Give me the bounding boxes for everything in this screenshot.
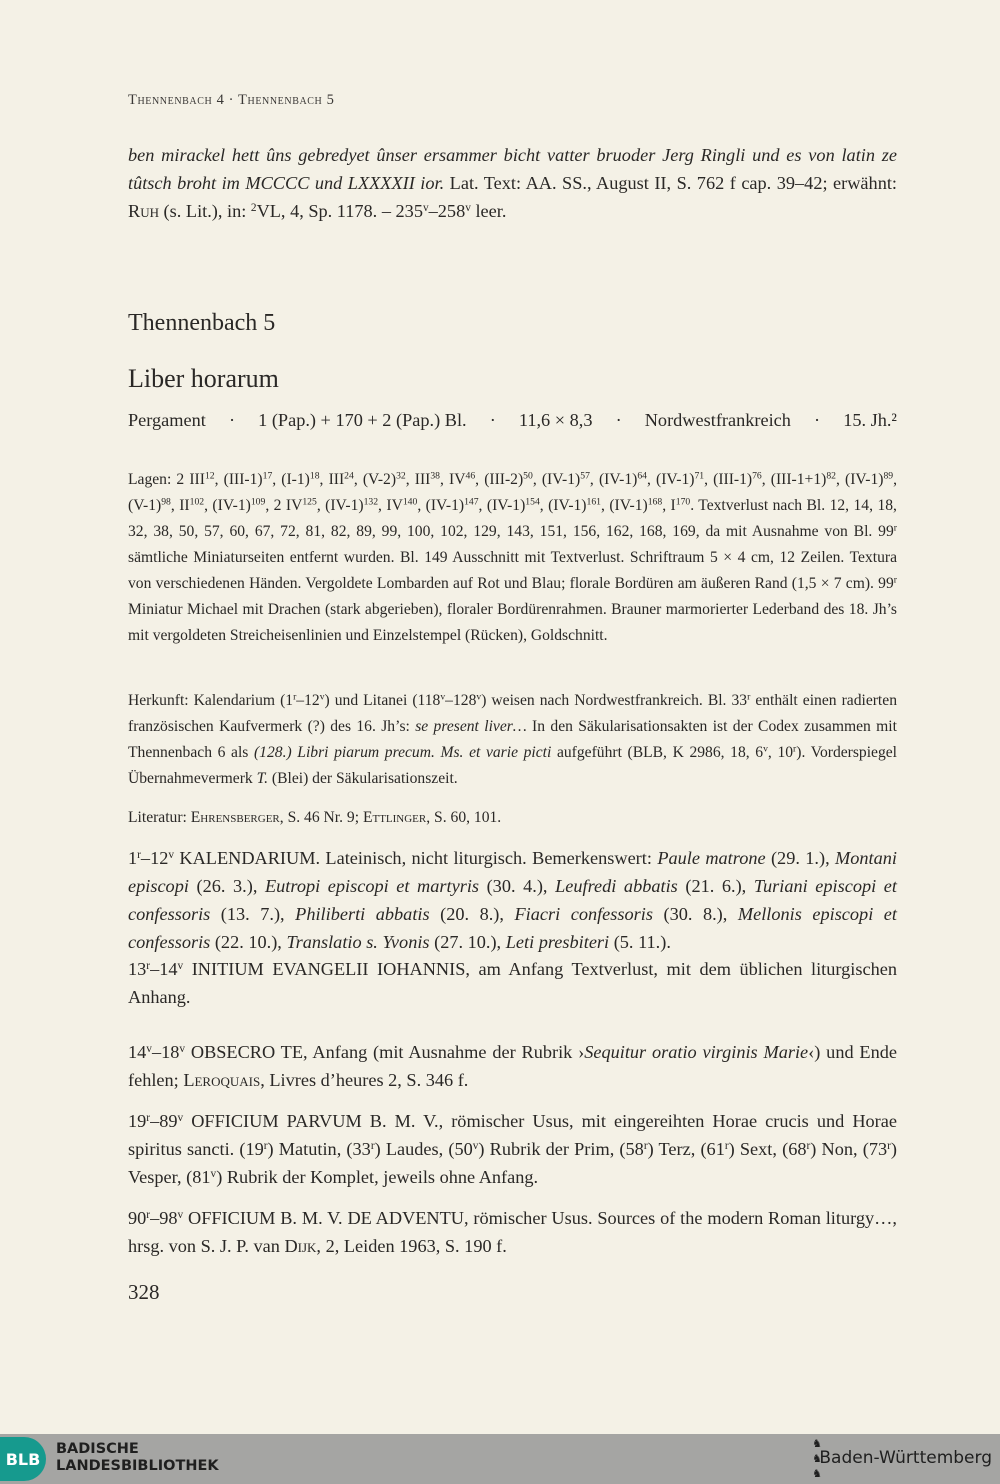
author-name: Ettlinger bbox=[362, 809, 427, 826]
superscript: 50 bbox=[523, 470, 533, 482]
footer-bar bbox=[0, 1434, 1000, 1484]
superscript: 82 bbox=[826, 470, 836, 482]
content-entry bbox=[128, 955, 897, 1011]
meta-separator: · bbox=[615, 410, 622, 430]
running-header: Thennenbach 4 · Thennenbach 5 bbox=[128, 92, 335, 108]
text-run: ). Vorderspiegel Übernahmevermerk bbox=[128, 744, 898, 787]
text-run: , 10 bbox=[767, 744, 794, 761]
text-run: INITIUM EVANGELII IOHANNIS, am Anfang Textverlust, mit dem üblichen liturgischen Anhang. bbox=[128, 959, 897, 1007]
superscript: 170 bbox=[675, 496, 691, 508]
text-run: , 2, Leiden 1963, S. 190 f. bbox=[316, 1236, 507, 1256]
superscript: 140 bbox=[402, 496, 418, 508]
lions-coat-of-arms-icon: ♞ ♞ ♞ bbox=[812, 1437, 822, 1480]
text-run: (22. 10.), bbox=[210, 932, 287, 952]
text-run: –18 bbox=[151, 1042, 180, 1062]
text-run: (30. 8.), bbox=[652, 904, 738, 924]
text-run: –128 bbox=[445, 692, 477, 709]
text-run: –12 bbox=[140, 848, 169, 868]
text-run: , (IV-1) bbox=[589, 471, 638, 488]
meta-separator: · bbox=[489, 410, 496, 430]
superscript: 32 bbox=[396, 470, 406, 482]
text-run: , III bbox=[319, 471, 345, 488]
text-run: , (V-2) bbox=[353, 471, 397, 488]
meta-item: 15. Jh.² bbox=[843, 410, 897, 430]
text-run: , (IV-1) bbox=[204, 497, 251, 514]
meta-item: Nordwestfrankreich bbox=[644, 410, 791, 430]
text-run: –258 bbox=[428, 201, 466, 221]
italic-text: T. bbox=[256, 770, 269, 787]
superscript: v bbox=[168, 848, 175, 861]
superscript: v bbox=[465, 201, 471, 214]
text-run: ) Laudes, (50 bbox=[374, 1139, 473, 1159]
text-run: ) Vesper, (81 bbox=[128, 1139, 898, 1187]
text-run: , (IV-1) bbox=[532, 471, 581, 488]
superscript: 168 bbox=[647, 496, 663, 508]
text-run: , (IV-1) bbox=[647, 471, 695, 488]
superscript: r bbox=[293, 691, 297, 703]
text-run: , S. 46 Nr. 9; bbox=[279, 809, 363, 826]
text-run: (21. 6.), bbox=[677, 876, 754, 896]
italic-text: Paule matrone bbox=[657, 848, 766, 868]
physical-description bbox=[128, 410, 897, 431]
text-run: –14 bbox=[150, 959, 178, 979]
text-run: 90 bbox=[128, 1208, 147, 1228]
text-run: VL, 4, Sp. 1178. – 235 bbox=[256, 201, 423, 221]
superscript: 98 bbox=[161, 496, 171, 508]
superscript: v bbox=[440, 691, 446, 703]
text-run: , Livres d’heures 2, S. 346 f. bbox=[260, 1070, 469, 1090]
text-run: Miniatur Michael mit Drachen (stark abgerieben), floraler Bordürenrahmen. Brauner marmorierter Lederband des 18. Jh’s mit vergoldeten Streicheisenlinien und Einzelstempel (Rücken), Goldschnitt. bbox=[128, 601, 897, 644]
superscript: 161 bbox=[586, 496, 601, 508]
text-run: 14 bbox=[128, 1042, 147, 1062]
superscript: r bbox=[137, 848, 141, 861]
superscript: 38 bbox=[430, 470, 440, 482]
text-run: ) Sext, (68 bbox=[728, 1139, 807, 1159]
superscript: r bbox=[146, 1111, 151, 1124]
superscript: 12 bbox=[204, 470, 215, 482]
text-run: –98 bbox=[150, 1208, 178, 1228]
text-run: ) Matutin, (33 bbox=[267, 1139, 371, 1159]
text-run: ) Rubrik der Komplet, jeweils ohne Anfang. bbox=[216, 1167, 539, 1187]
superscript: v bbox=[177, 959, 184, 972]
text-run: , (V-1) bbox=[128, 471, 897, 514]
text-run: Lat. Text: AA. SS., August II, S. 762 f cap. 39–42; erwähnt: bbox=[444, 173, 897, 193]
superscript: r bbox=[146, 959, 151, 972]
text-run: enthält einen radierten französischen Kaufvermerk (?) des 16. Jh’s: bbox=[128, 692, 897, 735]
meta-item: Pergament bbox=[128, 410, 206, 430]
text-run: –12 bbox=[296, 692, 320, 709]
superscript: v bbox=[177, 1208, 184, 1221]
text-run: ) Non, (73 bbox=[810, 1139, 888, 1159]
text-run: . Textverlust nach Bl. 12, 14, 18, 32, 38, 50, 57, 60, 67, 72, 81, 82, 89, 99, 100, 102, 129, 143, 151, 156, 162, 168, 169, da mit Ausnahme von Bl. 99 bbox=[128, 497, 897, 540]
content-entry bbox=[128, 1038, 897, 1094]
italic-text: Montani episcopi bbox=[128, 848, 897, 896]
herkunft-paragraph bbox=[128, 688, 897, 792]
library-name[interactable] bbox=[56, 1441, 219, 1475]
text-run: (s. Lit.), in: bbox=[158, 201, 251, 221]
text-run: aufgeführt (BLB, K 2986, 18, 6 bbox=[551, 744, 764, 761]
text-run: , (IV-1) bbox=[539, 497, 587, 514]
text-run: , I bbox=[662, 497, 676, 514]
text-run: , (IV-1) bbox=[600, 497, 648, 514]
superscript: 18 bbox=[309, 470, 320, 482]
text-run: , S. 60, 101. bbox=[426, 809, 502, 826]
italic-text: Leufredi abbatis bbox=[555, 876, 678, 896]
intro-paragraph bbox=[128, 141, 897, 225]
text-run: 1 bbox=[128, 848, 138, 868]
text-run: ) Terz, (61 bbox=[647, 1139, 725, 1159]
shelfmark-heading: Thennenbach 5 bbox=[128, 310, 276, 336]
content-entry bbox=[128, 1107, 897, 1191]
superscript: 147 bbox=[464, 496, 479, 508]
superscript: r bbox=[643, 1139, 648, 1152]
italic-text: (128.) Libri piarum precum. Ms. et varie picti bbox=[253, 744, 552, 761]
manuscript-title: Liber horarum bbox=[128, 364, 279, 393]
text-run: (13. 7.), bbox=[210, 904, 296, 924]
text-run: ) weisen nach Nordwestfrankreich. Bl. 33 bbox=[481, 692, 748, 709]
text-run: –89 bbox=[150, 1111, 178, 1131]
italic-text: Turiani episcopi et confessoris bbox=[128, 876, 897, 924]
superscript: 46 bbox=[465, 470, 476, 482]
text-run: , (IV-1) bbox=[478, 497, 526, 514]
superscript: v bbox=[210, 1167, 217, 1180]
text-run: (30. 4.), bbox=[479, 876, 556, 896]
superscript: r bbox=[724, 1139, 729, 1152]
author-name: Ehrensberger bbox=[190, 809, 280, 826]
superscript: 57 bbox=[580, 470, 590, 482]
superscript: r bbox=[806, 1139, 811, 1152]
superscript: v bbox=[763, 743, 768, 755]
text-run: OFFICIUM PARVUM B. M. V., römischer Usus, mit eingereihten Horae crucis und Horae spiritus sancti. (19 bbox=[128, 1111, 897, 1159]
text-run: Literatur: bbox=[128, 809, 191, 826]
superscript: 2 bbox=[250, 201, 257, 214]
italic-text: Leti presbiteri bbox=[505, 932, 610, 952]
text-run: , (IV-1) bbox=[417, 497, 465, 514]
text-run: 19 bbox=[128, 1111, 147, 1131]
superscript: 76 bbox=[752, 470, 762, 482]
text-run: OFFICIUM B. M. V. DE ADVENTU, römischer Usus. Sources of the modern Roman liturgy…, hrsg. von S. J. P. van bbox=[128, 1208, 897, 1256]
meta-separator: · bbox=[814, 410, 821, 430]
text-run: , (III-1+1) bbox=[761, 471, 827, 488]
text-run: ) Rubrik der Prim, (58 bbox=[478, 1139, 644, 1159]
state-logo-text[interactable]: Baden-Württemberg bbox=[819, 1448, 992, 1468]
superscript: 17 bbox=[262, 470, 273, 482]
text-run: ‹) und Ende fehlen; bbox=[128, 1042, 897, 1090]
superscript: r bbox=[370, 1139, 375, 1152]
author-name: Ruh bbox=[128, 201, 159, 221]
italic-text: Translatio s. Yvonis bbox=[286, 932, 430, 952]
text-run: sämtliche Miniaturseiten entfernt wurden. Bl. 149 Ausschnitt mit Textverlust. Schriftraum 5 × 4 cm, 12 Zeilen. Textura von verschiedenen Händen. Vergoldete Lombarden auf Rot und Blau; florale Bordüren am äußeren Rand (1,5 × 7 cm). 99 bbox=[128, 549, 897, 592]
text-run: , (IV-1) bbox=[316, 497, 364, 514]
text-run: (29. 1.), bbox=[765, 848, 836, 868]
superscript: r bbox=[747, 691, 751, 703]
superscript: 154 bbox=[525, 496, 540, 508]
text-run: (27. 10.), bbox=[429, 932, 506, 952]
text-run: 13 bbox=[128, 959, 147, 979]
italic-text: Sequitur oratio virginis Marie bbox=[584, 1042, 809, 1062]
text-run: , IV bbox=[440, 471, 466, 488]
text-run: , (III-1) bbox=[214, 471, 263, 488]
meta-item: 1 (Pap.) + 170 + 2 (Pap.) Bl. bbox=[258, 410, 467, 430]
page-number: 328 bbox=[128, 1280, 160, 1304]
superscript: v bbox=[179, 1042, 186, 1055]
italic-text: Philiberti abbatis bbox=[295, 904, 430, 924]
blb-logo[interactable]: BLB bbox=[0, 1437, 46, 1481]
superscript: 102 bbox=[189, 496, 205, 508]
superscript: r bbox=[146, 1208, 151, 1221]
text-run: (Blei) der Säkularisationszeit. bbox=[268, 770, 458, 787]
meta-item: 11,6 × 8,3 bbox=[518, 410, 593, 430]
superscript: v bbox=[476, 691, 482, 703]
italic-text: Mellonis episcopi et confessoris bbox=[128, 904, 897, 952]
text-run: , (IV-1) bbox=[836, 471, 884, 488]
superscript: 89 bbox=[883, 470, 894, 482]
text-run: , (I-1) bbox=[272, 471, 310, 488]
meta-separator: · bbox=[228, 410, 236, 430]
text-run: KALENDARIUM. Lateinisch, nicht liturgisch. Bemerkenswert: bbox=[174, 848, 658, 868]
text-run: , 2 IV bbox=[265, 497, 303, 514]
italic-text: se present liver… bbox=[415, 718, 527, 735]
library-name-line1: BADISCHE bbox=[56, 1441, 139, 1457]
superscript: r bbox=[893, 522, 897, 534]
text-run: leer. bbox=[470, 201, 507, 221]
superscript: 24 bbox=[344, 470, 354, 482]
text-run: , II bbox=[170, 497, 190, 514]
superscript: 109 bbox=[250, 496, 266, 508]
lagen-paragraph bbox=[128, 467, 897, 649]
superscript: r bbox=[263, 1139, 268, 1152]
superscript: v bbox=[422, 201, 429, 214]
text-run: ) und Litanei (118 bbox=[324, 692, 441, 709]
text-run: In den Säkularisationsakten ist der Codex zusammen mit Thennenbach 6 als bbox=[128, 718, 897, 761]
superscript: r bbox=[893, 574, 897, 586]
text-run: , (III-1) bbox=[704, 471, 753, 488]
text-run: (5. 11.). bbox=[609, 932, 671, 952]
superscript: 132 bbox=[363, 496, 379, 508]
italic-text: Fiacri confessoris bbox=[514, 904, 653, 924]
superscript: 125 bbox=[302, 496, 317, 508]
superscript: r bbox=[793, 743, 797, 755]
superscript: v bbox=[472, 1139, 479, 1152]
superscript: v bbox=[319, 691, 325, 703]
text-run: , III bbox=[405, 471, 431, 488]
superscript: r bbox=[887, 1139, 891, 1152]
text-run: (20. 8.), bbox=[429, 904, 515, 924]
content-entry bbox=[128, 844, 897, 956]
superscript: v bbox=[146, 1042, 152, 1055]
superscript: 71 bbox=[694, 470, 705, 482]
content-entry bbox=[128, 1204, 897, 1260]
text-run: Lagen: 2 III bbox=[128, 471, 205, 488]
author-name: Dijk bbox=[284, 1236, 317, 1256]
text-run: Herkunft: Kalendarium (1 bbox=[128, 692, 294, 709]
text-run: (26. 3.), bbox=[188, 876, 265, 896]
superscript: 64 bbox=[637, 470, 647, 482]
italic-text: ben mirackel hett ûns gebredyet ûnser ersammer bicht vatter bruoder Jerg Ringli und es von latin ze tûtsch broht im MCCCC und LXXXXII ior. bbox=[128, 145, 897, 193]
text-run: , IV bbox=[378, 497, 403, 514]
text-run: , (III-2) bbox=[475, 471, 524, 488]
literatur-paragraph bbox=[128, 805, 897, 831]
library-name-line2: LANDESBIBLIOTHEK bbox=[56, 1458, 219, 1474]
superscript: v bbox=[177, 1111, 184, 1124]
text-run: OBSECRO TE, Anfang (mit Ausnahme der Rubrik › bbox=[185, 1042, 585, 1062]
italic-text: Eutropi episcopi et martyris bbox=[265, 876, 480, 896]
author-name: Leroquais bbox=[183, 1070, 261, 1090]
